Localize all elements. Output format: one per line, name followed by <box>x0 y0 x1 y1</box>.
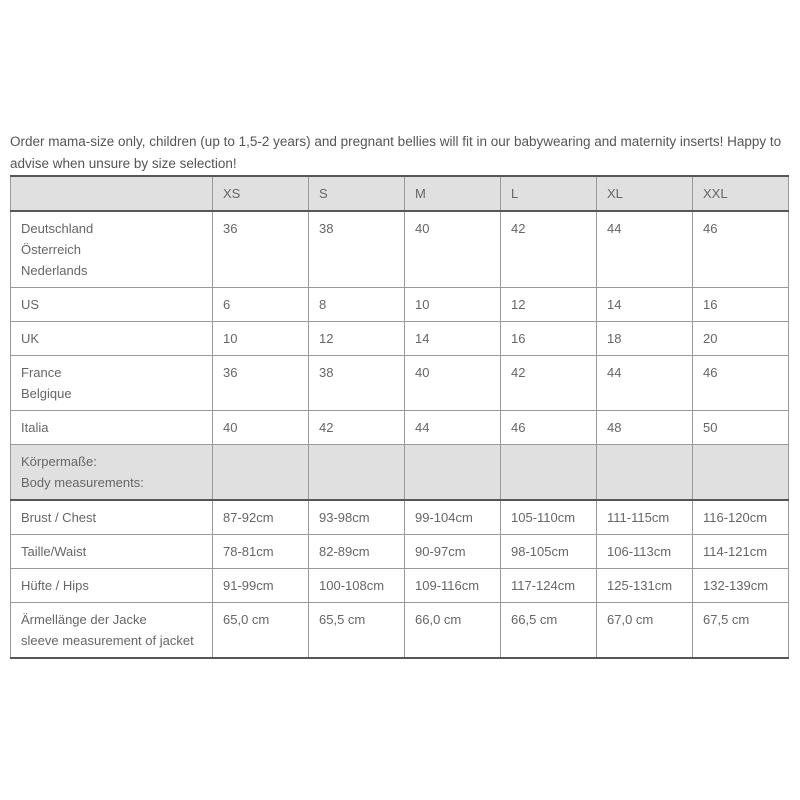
row-label-line: Hüfte / Hips <box>21 578 89 593</box>
value-cell <box>501 445 597 501</box>
value-cell: 114-121cm <box>693 535 789 569</box>
value-cell: 12 <box>501 288 597 322</box>
value-cell: 10 <box>405 288 501 322</box>
value-cell: 90-97cm <box>405 535 501 569</box>
value-cell: 65,0 cm <box>213 603 309 659</box>
value-cell: 42 <box>501 356 597 411</box>
header-cell-m: M <box>405 176 501 211</box>
header-cell-xxl: XXL <box>693 176 789 211</box>
value-cell: 40 <box>405 211 501 288</box>
value-cell: 46 <box>501 411 597 445</box>
table-row <box>11 322 789 356</box>
row-label-line: Nederlands <box>21 263 88 278</box>
row-label <box>11 535 213 569</box>
row-label-line: Brust / Chest <box>21 510 97 525</box>
table-row <box>11 603 789 659</box>
value-cell: 12 <box>309 322 405 356</box>
value-cell: 125-131cm <box>597 569 693 603</box>
value-cell: 106-113cm <box>597 535 693 569</box>
value-cell: 48 <box>597 411 693 445</box>
row-label <box>11 411 213 445</box>
row-label-line: Ärmellänge der Jacke <box>21 612 147 627</box>
value-cell: 40 <box>213 411 309 445</box>
value-cell: 10 <box>213 322 309 356</box>
size-table-body <box>11 211 789 658</box>
row-label-line: Body measurements: <box>21 475 144 490</box>
value-cell: 46 <box>693 211 789 288</box>
intro-text: Order mama-size only, children (up to 1,5-2 years) and pregnant bellies will fit in our babywearing and maternity inserts! Happy to advise when unsure by size selection! <box>10 133 782 171</box>
value-cell: 82-89cm <box>309 535 405 569</box>
value-cell: 66,0 cm <box>405 603 501 659</box>
table-row <box>11 411 789 445</box>
value-cell: 105-110cm <box>501 500 597 535</box>
table-header-row <box>11 176 789 211</box>
row-label-line: Deutschland <box>21 221 94 236</box>
value-cell: 99-104cm <box>405 500 501 535</box>
value-cell: 132-139cm <box>693 569 789 603</box>
value-cell: 36 <box>213 211 309 288</box>
header-cell-xl: XL <box>597 176 693 211</box>
table-row <box>11 356 789 411</box>
row-label-line: Italia <box>21 420 49 435</box>
row-label <box>11 356 213 411</box>
value-cell: 98-105cm <box>501 535 597 569</box>
row-label <box>11 288 213 322</box>
value-cell <box>309 445 405 501</box>
row-label-line: Belgique <box>21 386 72 401</box>
value-cell: 16 <box>501 322 597 356</box>
table-row <box>11 211 789 288</box>
value-cell: 46 <box>693 356 789 411</box>
value-cell: 38 <box>309 356 405 411</box>
header-cell-l: L <box>501 176 597 211</box>
table-row <box>11 569 789 603</box>
value-cell: 65,5 cm <box>309 603 405 659</box>
value-cell: 14 <box>597 288 693 322</box>
value-cell: 78-81cm <box>213 535 309 569</box>
value-cell: 20 <box>693 322 789 356</box>
value-cell: 66,5 cm <box>501 603 597 659</box>
row-label-line: sleeve measurement of jacket <box>21 633 194 648</box>
table-row <box>11 445 789 501</box>
value-cell <box>405 445 501 501</box>
value-cell: 116-120cm <box>693 500 789 535</box>
row-label <box>11 500 213 535</box>
row-label <box>11 322 213 356</box>
value-cell: 42 <box>501 211 597 288</box>
value-cell: 111-115cm <box>597 500 693 535</box>
row-label <box>11 603 213 659</box>
value-cell: 8 <box>309 288 405 322</box>
value-cell: 67,0 cm <box>597 603 693 659</box>
value-cell: 93-98cm <box>309 500 405 535</box>
value-cell <box>693 445 789 501</box>
value-cell: 87-92cm <box>213 500 309 535</box>
value-cell: 91-99cm <box>213 569 309 603</box>
value-cell: 18 <box>597 322 693 356</box>
row-label-line: US <box>21 297 40 312</box>
value-cell: 36 <box>213 356 309 411</box>
value-cell: 40 <box>405 356 501 411</box>
value-cell: 44 <box>405 411 501 445</box>
value-cell: 50 <box>693 411 789 445</box>
row-label-line: UK <box>21 331 40 346</box>
row-label-line: Österreich <box>21 242 81 257</box>
value-cell: 100-108cm <box>309 569 405 603</box>
row-label-line: France <box>21 365 62 380</box>
value-cell: 6 <box>213 288 309 322</box>
header-cell-xs: XS <box>213 176 309 211</box>
value-cell: 117-124cm <box>501 569 597 603</box>
table-row <box>11 500 789 535</box>
table-row <box>11 288 789 322</box>
row-label <box>11 445 213 501</box>
value-cell: 42 <box>309 411 405 445</box>
value-cell <box>597 445 693 501</box>
value-cell: 38 <box>309 211 405 288</box>
value-cell: 109-116cm <box>405 569 501 603</box>
row-label <box>11 569 213 603</box>
value-cell: 67,5 cm <box>693 603 789 659</box>
row-label-line: Körpermaße: <box>21 454 97 469</box>
value-cell: 16 <box>693 288 789 322</box>
row-label <box>11 211 213 288</box>
header-cell-s: S <box>309 176 405 211</box>
value-cell: 14 <box>405 322 501 356</box>
value-cell: 44 <box>597 356 693 411</box>
row-label-line: Taille/Waist <box>21 544 87 559</box>
table-row <box>11 535 789 569</box>
size-table <box>10 175 789 659</box>
value-cell <box>213 445 309 501</box>
value-cell: 44 <box>597 211 693 288</box>
header-cell-empty <box>11 176 213 211</box>
